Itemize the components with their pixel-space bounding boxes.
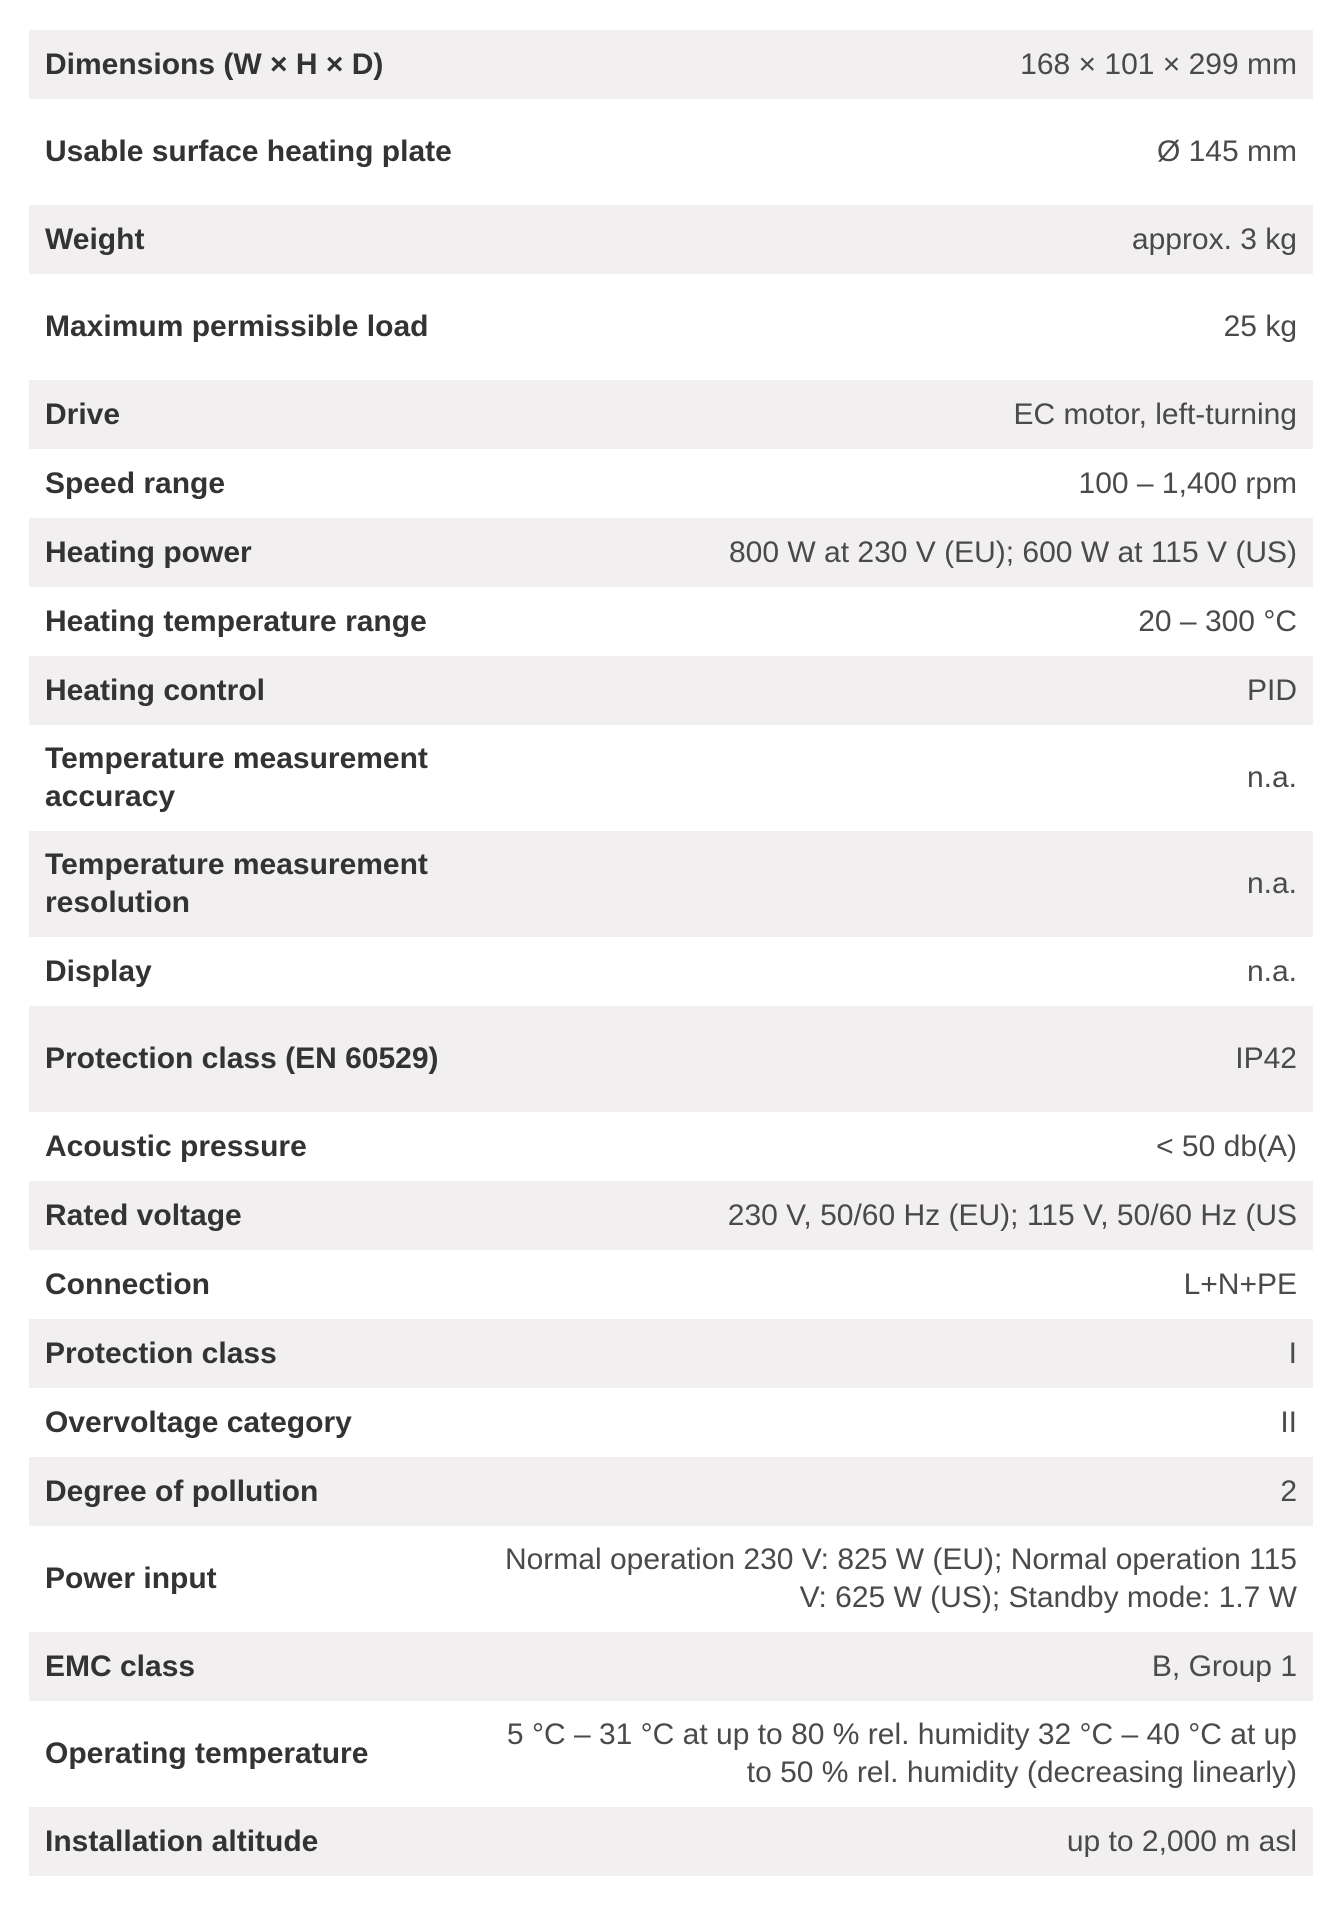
spec-row-overvoltage-category [29,1388,1313,1457]
spec-label: Maximum permissible load [45,310,429,343]
spec-row-weight [29,205,1313,274]
spec-label: EMC class [45,1649,196,1683]
spec-value: I [1288,1336,1297,1370]
spec-row-max-load [29,274,1313,380]
spec-row-heating-temp-range [29,587,1313,656]
spec-value: 2 [1280,1474,1297,1508]
spec-value: EC motor, left-turning [1013,397,1297,431]
spec-value: up to 2,000 m asl [1066,1824,1297,1858]
spec-label: Power input [45,1562,217,1595]
spec-label: Overvoltage category [45,1405,352,1439]
spec-value: 25 kg [1223,310,1297,343]
spec-row-acoustic-pressure [29,1112,1313,1181]
spec-value: 168 × 101 × 299 mm [1020,47,1297,81]
spec-label: Temperature measurement resolution [45,848,428,919]
spec-label: Rated voltage [45,1198,242,1232]
spec-row-drive [29,380,1313,449]
spec-label: Display [45,954,152,988]
spec-value: approx. 3 kg [1131,222,1297,256]
spec-row-display [29,937,1313,1006]
spec-label: Heating temperature range [45,604,427,638]
spec-row-usable-surface [29,99,1313,205]
spec-value: PID [1246,673,1297,707]
spec-value: IP42 [1235,1042,1297,1075]
spec-value: II [1280,1405,1297,1439]
spec-row-dimensions [29,30,1313,99]
spec-row-operating-temperature [29,1701,1313,1807]
spec-value: L+N+PE [1183,1267,1297,1301]
spec-label: Drive [45,397,121,431]
spec-label: Operating temperature [45,1737,369,1770]
spec-label: Protection class [45,1336,277,1370]
spec-row-speed-range [29,449,1313,518]
spec-label: Usable surface heating plate [45,135,452,168]
spec-label: Temperature measurement accuracy [45,742,428,813]
spec-row-protection-class [29,1319,1313,1388]
spec-value: n.a. [1246,761,1297,794]
spec-row-heating-control [29,656,1313,725]
spec-value: Normal operation 230 V: 825 W (EU); Normal operation 115 V: 625 W (US); Standby mode: 1.7 W [504,1543,1297,1614]
spec-label: Speed range [45,466,226,500]
spec-value: 5 °C – 31 °C at up to 80 % rel. humidity 32 °C – 40 °C at up to 50 % rel. humidity (decreasing linearly) [506,1718,1297,1789]
spec-table [29,30,1313,1876]
spec-row-installation-altitude [29,1807,1313,1876]
spec-row-degree-of-pollution [29,1457,1313,1526]
spec-label: Heating control [45,673,266,707]
spec-row-temp-resolution [29,831,1313,937]
spec-label: Degree of pollution [45,1474,319,1508]
spec-value: 20 – 300 °C [1138,604,1297,638]
spec-value: 800 W at 230 V (EU); 600 W at 115 V (US) [728,535,1297,569]
spec-row-temp-accuracy [29,725,1313,831]
spec-row-heating-power [29,518,1313,587]
spec-value: Ø 145 mm [1156,135,1297,168]
spec-label: Acoustic pressure [45,1129,307,1163]
spec-label: Installation altitude [45,1824,319,1858]
spec-value: < 50 db(A) [1156,1129,1297,1163]
spec-label: Heating power [45,535,252,569]
spec-row-connection [29,1250,1313,1319]
spec-value: n.a. [1246,867,1297,900]
spec-label: Connection [45,1267,210,1301]
spec-row-emc-class [29,1632,1313,1701]
spec-row-power-input [29,1526,1313,1632]
spec-label: Dimensions (W × H × D) [45,47,384,81]
spec-label: Protection class (EN 60529) [45,1042,439,1075]
spec-value: 230 V, 50/60 Hz (EU); 115 V, 50/60 Hz (US [727,1198,1297,1232]
spec-value: n.a. [1246,954,1297,988]
spec-value: B, Group 1 [1151,1649,1297,1683]
spec-value: 100 – 1,400 rpm [1078,466,1297,500]
spec-row-rated-voltage [29,1181,1313,1250]
spec-row-protection-class-en [29,1006,1313,1112]
spec-label: Weight [45,222,145,256]
